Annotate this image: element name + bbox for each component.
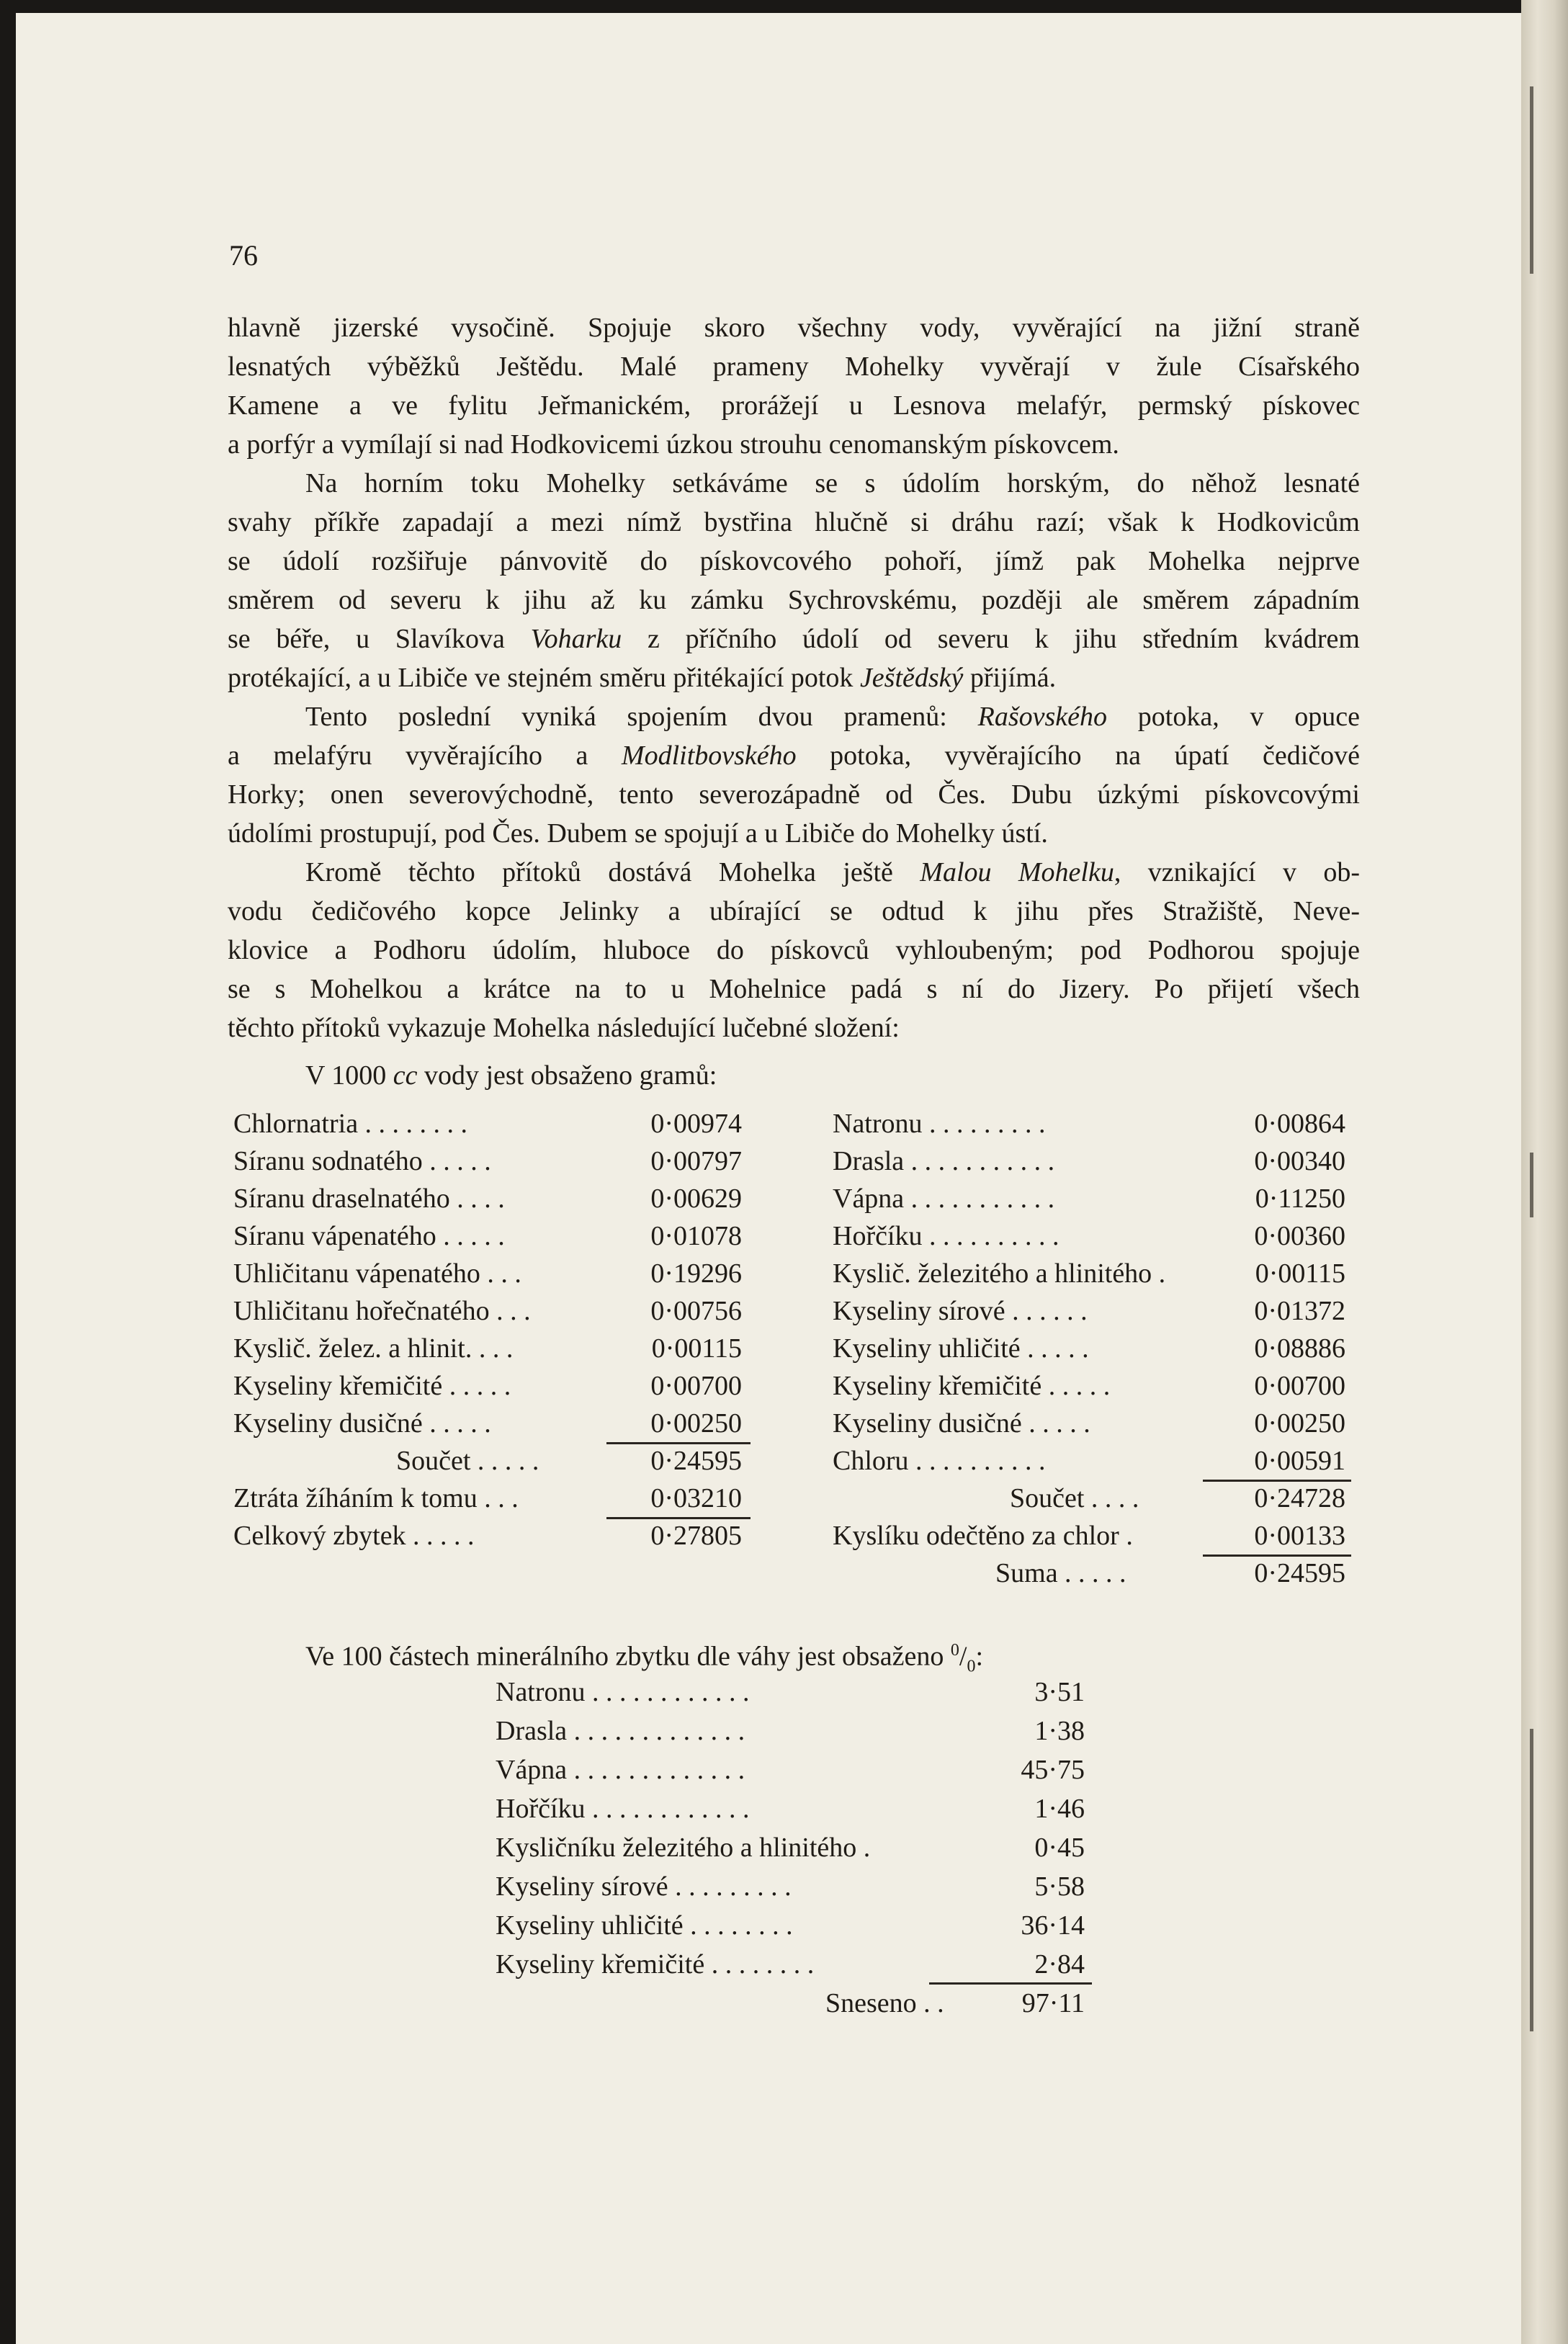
table-row: Kyslič. želez. a hlinit. . . . 0·00115 (233, 1333, 742, 1364)
table-row: Síranu vápenatého . . . . . 0·01078 (233, 1221, 742, 1251)
table-row: Kyseliny dusičné . . . . . 0·00250 (233, 1408, 742, 1439)
paragraph-1-line: Kamene a ve fylitu Jeřmanickém, prorážejí u Lesnova melafýr, permský pískovec (228, 390, 1360, 421)
paragraph-1-line: a porfýr a vymílají si nad Hodkovicemi úzkou strouhu cenomanským pískovcem. (228, 429, 1119, 460)
table-row: Kyseliny dusičné . . . . . 0·00250 (833, 1408, 1345, 1439)
table-row: Vápna . . . . . . . . . . . . . 45·75 (496, 1755, 1085, 1785)
total-row: Kyslíku odečtěno za chlor . 0·00133 (833, 1521, 1345, 1551)
paragraph-4-line: Kromě těchto přítoků dostává Mohelka ještě Malou Mohelku, vznikající v ob- (305, 857, 1361, 887)
total-row: Suma . . . . . 0·24595 (995, 1558, 1345, 1588)
table-row: Uhličitanu hořečnatého . . . 0·00756 (233, 1296, 742, 1326)
percent-table (496, 1673, 1085, 2023)
table-row: Síranu draselnatého . . . . 0·00629 (233, 1184, 742, 1214)
paragraph-2-line: Na horním toku Mohelky setkáváme se s údolím horským, do něhož lesnaté (305, 468, 1360, 498)
table-row: Drasla . . . . . . . . . . . . . 1·38 (496, 1716, 1085, 1746)
paragraph-2-line: protékající, a u Libiče ve stejném směru přitékající potok Ještědský přijímá. (228, 663, 1057, 693)
table-row: Chloru . . . . . . . . . . 0·00591 (833, 1446, 1345, 1476)
paragraph-3-line: Horky; onen severovýchodně, tento severozápadně od Čes. Dubu úzkými pískovcovými (228, 779, 1360, 810)
right-composition-table (833, 1105, 1345, 1592)
table-row: Kyseliny křemičité . . . . . . . . 2·84 (496, 1949, 1085, 1980)
table-row: Chlornatria . . . . . . . . 0·00974 (233, 1109, 742, 1139)
table-row: Kyseliny uhličité . . . . . 0·08886 (833, 1333, 1345, 1364)
place-name: Ještědský (859, 663, 964, 693)
paragraph-4-line: vodu čedičového kopce Jelinky a ubírající se odtud k jihu přes Stražiště, Neve- (228, 896, 1360, 926)
paragraph-2-line: se údolí rozšiřuje pánvovitě do pískovcového pohoří, jímž pak Mohelka nejprve (228, 546, 1360, 576)
paragraph-1-line: hlavně jizerské vysočině. Spojuje skoro všechny vody, vyvěrající na jižní straně (228, 313, 1360, 343)
paragraph-3-line: údolími prostupují, pod Čes. Dubem se spojují a u Libiče do Mohelky ústí. (228, 818, 1048, 849)
page-edge (1521, 0, 1568, 2344)
paragraph-4-line: klovice a Podhoru údolím, hluboce do pískovců vyhloubeným; pod Podhorou spojuje (228, 935, 1360, 965)
paragraph-1-line: lesnatých výběžků Ještědu. Malé prameny Mohelky vyvěrají v žule Císařského (228, 352, 1360, 382)
table-row: Kyseliny sírové . . . . . . . . . 5·58 (496, 1871, 1085, 1902)
table-row: Kyseliny sírové . . . . . . 0·01372 (833, 1296, 1345, 1326)
total-row: Celkový zbytek . . . . . 0·27805 (233, 1521, 742, 1551)
table-row: Kyseliny křemičité . . . . . 0·00700 (233, 1371, 742, 1401)
place-name: Modlitbovského (621, 741, 797, 771)
page-edge-mark (1530, 1729, 1533, 2031)
sum-rule (1203, 1480, 1351, 1482)
sum-rule (606, 1517, 751, 1519)
left-composition-table (233, 1105, 742, 1555)
total-row: Ztráta žíháním k tomu . . . 0·03210 (233, 1483, 742, 1513)
page-number: 76 (229, 239, 258, 272)
sum-rule (1203, 1555, 1351, 1557)
place-name: Malou Mohelku (920, 857, 1114, 887)
table-row: Kysličníku železitého a hlinitého . 0·45 (496, 1833, 1085, 1863)
paragraph-2-line: směrem od severu k jihu až ku zámku Sychrovskému, později ale směrem západním (228, 585, 1360, 615)
page-edge-mark (1530, 86, 1533, 274)
percent-caption: Ve 100 částech minerálního zbytku dle váhy jest obsaženo $^0/_0$: (305, 1641, 984, 1676)
total-row: Součet . . . . 0·24728 (1010, 1483, 1345, 1513)
paragraph-2-line: se béře, u Slavíkova Voharku z příčního údolí od severu k jihu středním kvádrem (228, 624, 1360, 654)
table-caption: V 1000 cc vody jest obsaženo gramů: (305, 1060, 717, 1091)
table-row: Síranu sodnatého . . . . . 0·00797 (233, 1146, 742, 1176)
total-row: Sneseno . . 97·11 (825, 1988, 1085, 2018)
table-row: Vápna . . . . . . . . . . . 0·11250 (833, 1184, 1345, 1214)
paragraph-3-line: a melafýru vyvěrajícího a Modlitbovského potoka, vyvěrajícího na úpatí čedičové (228, 741, 1360, 771)
table-row: Natronu . . . . . . . . . . . . 3·51 (496, 1677, 1085, 1707)
table-row: Hořčíku . . . . . . . . . . . . 1·46 (496, 1794, 1085, 1824)
paragraph-2-line: svahy příkře zapadají a mezi nímž bystřina hlučně si dráhu razí; však k Hodkovicům (228, 507, 1360, 537)
table-row: Kyseliny křemičité . . . . . 0·00700 (833, 1371, 1345, 1401)
page-edge-mark (1530, 1153, 1533, 1217)
body-text (228, 308, 1360, 1047)
table-row: Drasla . . . . . . . . . . . 0·00340 (833, 1146, 1345, 1176)
place-name: Voharku (530, 624, 622, 654)
table-row: Natronu . . . . . . . . . 0·00864 (833, 1109, 1345, 1139)
total-row: Součet . . . . . 0·24595 (396, 1446, 742, 1476)
table-row: Kyslič. železitého a hlinitého . 0·00115 (833, 1258, 1345, 1289)
sum-rule (929, 1982, 1092, 1985)
paragraph-3-line: Tento poslední vyniká spojením dvou pramenů: Rašovského potoka, v opuce (305, 702, 1361, 732)
place-name: Rašovského (977, 702, 1108, 732)
table-row: Hořčíku . . . . . . . . . . 0·00360 (833, 1221, 1345, 1251)
paragraph-4-line: těchto přítoků vykazuje Mohelka následující lučebné složení: (228, 1013, 900, 1043)
paragraph-4-line: se s Mohelkou a krátce na to u Mohelnice padá s ní do Jizery. Po přijetí všech (228, 974, 1360, 1004)
table-row: Kyseliny uhličité . . . . . . . . 36·14 (496, 1910, 1085, 1941)
sum-rule (606, 1442, 751, 1444)
table-row: Uhličitanu vápenatého . . . 0·19296 (233, 1258, 742, 1289)
